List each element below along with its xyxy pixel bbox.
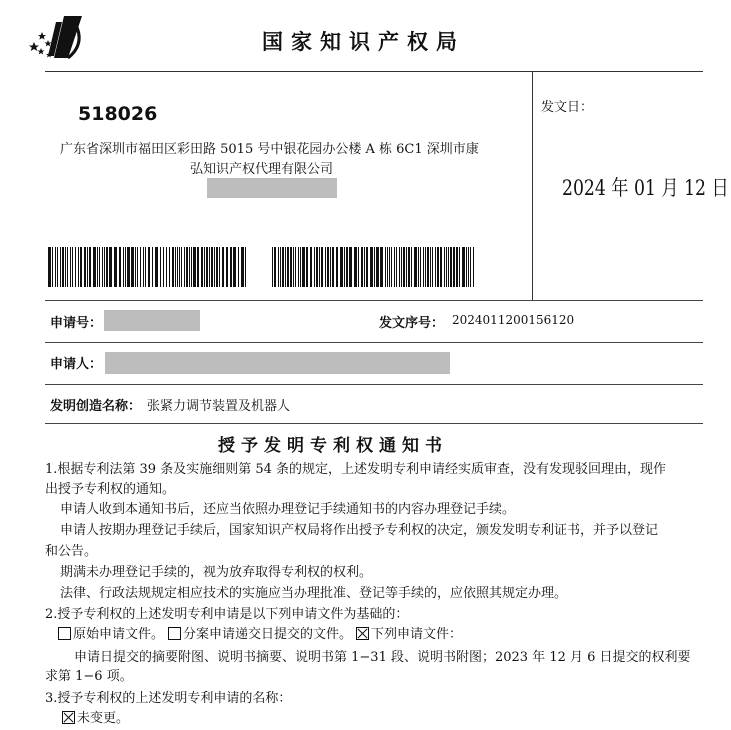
notice-paragraph-6: 2.授予专利权的上述发明专利申请是以下列申请文件为基础的： [45, 607, 409, 622]
barcode-right [272, 247, 474, 287]
address-line-2: 弘知识产权代理有限公司 [190, 162, 334, 177]
application-number-label: 申请号： [50, 316, 103, 331]
row-divider [45, 384, 703, 385]
basis-options [58, 625, 466, 645]
option-divisional [168, 627, 352, 642]
applicant-redaction [105, 352, 450, 374]
invention-title-label: 发明创造名称： [50, 399, 142, 414]
unchecked-box-icon [168, 627, 181, 640]
serial-number-value: 2024011200156120 [452, 313, 575, 327]
barcode-left [48, 247, 248, 287]
dispatch-date-label: 发文日： [541, 100, 594, 115]
option-following-label: 下列申请文件： [371, 627, 463, 642]
notice-title: 授予发明专利权通知书 [218, 436, 448, 456]
recipient-name-redaction [207, 178, 337, 198]
header-divider [45, 71, 703, 72]
checked-box-icon [62, 711, 75, 724]
option-unchanged-label: 未变更。 [77, 711, 130, 726]
notice-paragraph-7: 申请日提交的摘要附图、说明书摘要、说明书第 1−31 段、说明书附图；2023 年 12 月 6 日提交的权利要 [74, 650, 691, 665]
notice-paragraph-7-cont: 求第 1−6 项。 [45, 669, 133, 684]
option-original-label: 原始申请文件。 [73, 627, 165, 642]
serial-number-label: 发文序号： [379, 316, 445, 331]
notice-paragraph-8: 3.授予专利权的上述发明专利申请的名称： [45, 691, 292, 706]
option-original [58, 627, 164, 642]
notice-paragraph-5: 法律、行政法规规定相应技术的实施应当办理批准、登记等手续的，应依照其规定办理。 [60, 586, 568, 601]
address-line-1: 广东省深圳市福田区彩田路 5015 号中银花园办公楼 A 栋 6C1 深圳市康 [60, 142, 479, 157]
applicant-label: 申请人： [50, 357, 103, 372]
row-divider [45, 342, 703, 343]
notice-paragraph-2: 申请人收到本通知书后，还应当依照办理登记手续通知书的内容办理登记手续。 [60, 502, 516, 517]
notice-paragraph-3-cont: 和公告。 [45, 544, 98, 559]
option-unchanged [62, 709, 129, 729]
option-divisional-label: 分案申请递交日提交的文件。 [183, 627, 353, 642]
notice-paragraph-1-cont: 出授予专利权的通知。 [45, 482, 176, 497]
checked-box-icon [356, 627, 369, 640]
date-column-divider [532, 72, 533, 300]
notice-paragraph-1: 1.根据专利法第 39 条及实施细则第 54 条的规定，上述发明专利申请经实质审查，没有发现驳回理由，现作 [45, 462, 667, 477]
dispatch-date-value: 2024 年 01 月 12 日 [562, 176, 729, 200]
row-divider [45, 423, 703, 424]
notice-paragraph-4: 期满未办理登记手续的，视为放弃取得专利权的权利。 [60, 565, 373, 580]
application-number-redaction [104, 310, 200, 331]
unchecked-box-icon [58, 627, 71, 640]
invention-title-value: 张紧力调节装置及机器人 [147, 399, 291, 414]
notice-paragraph-3: 申请人按期办理登记手续后，国家知识产权局将作出授予专利权的决定，颁发发明专利证书，并予以登记 [60, 523, 659, 538]
cnipa-emblem-icon [28, 12, 88, 62]
postcode: 518026 [78, 103, 158, 125]
office-name: 国家知识产权局 [262, 29, 465, 54]
option-following [356, 627, 462, 642]
row-divider [45, 300, 703, 301]
